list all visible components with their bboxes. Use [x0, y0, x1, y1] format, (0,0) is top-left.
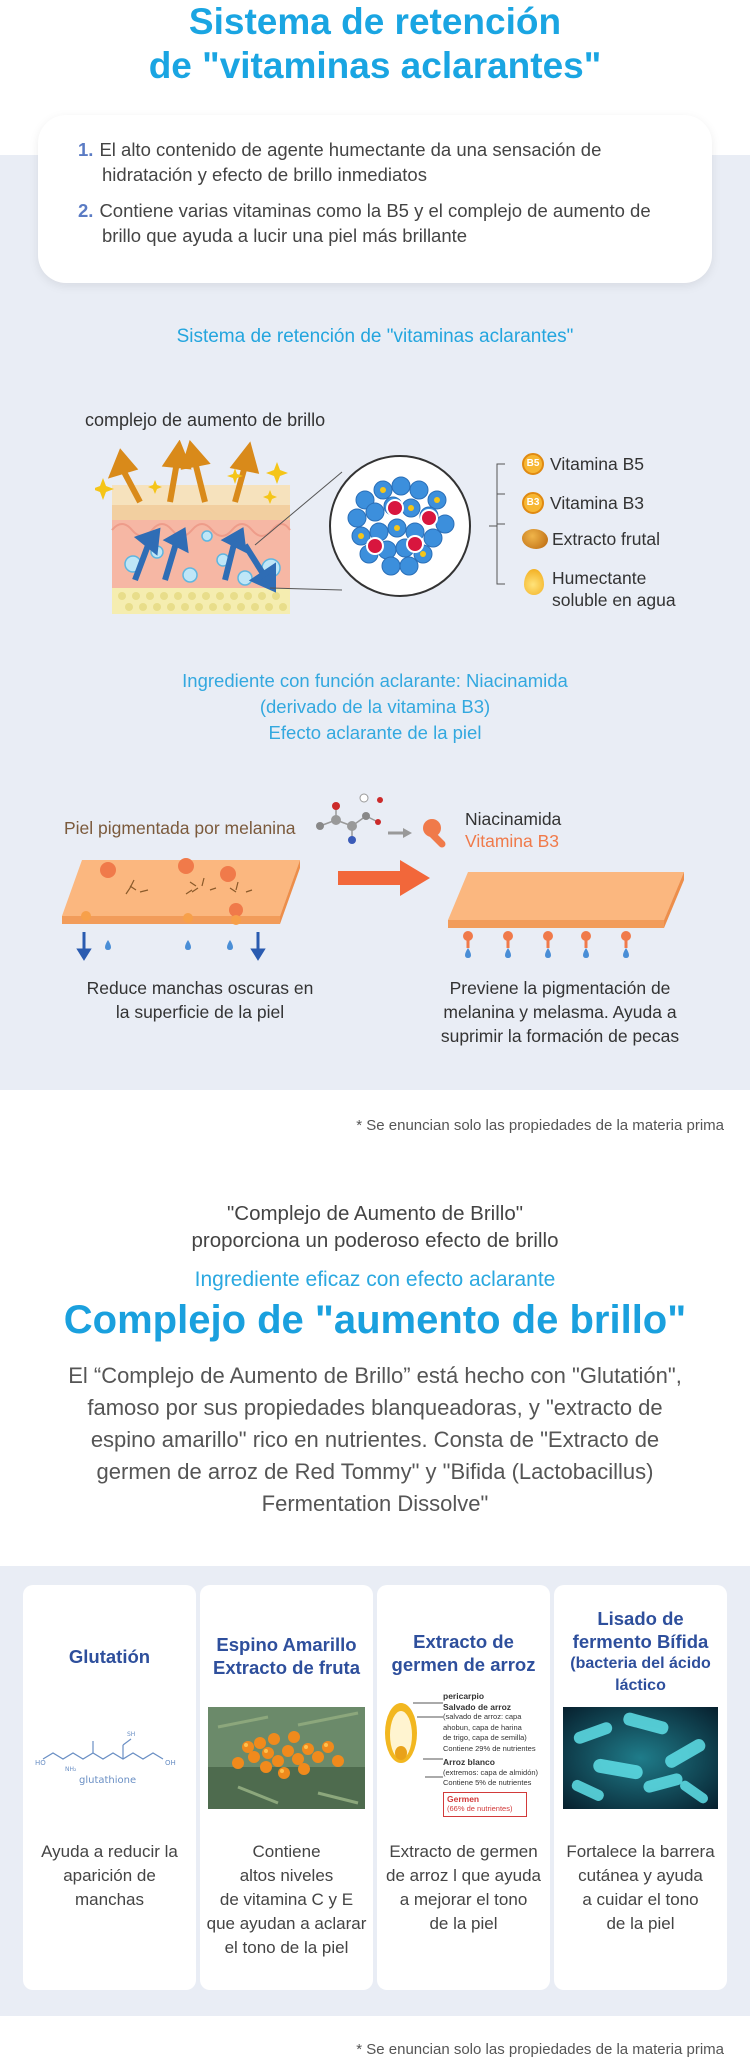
molecule-icon — [308, 790, 458, 850]
system-subtitle: Sistema de retención de "vitaminas aclarantes" — [176, 326, 574, 347]
disclaimer-note-bottom: * Se enuncian solo las propiedades de la materia prima — [356, 2041, 724, 2058]
svg-text:NH₂: NH₂ — [65, 1766, 77, 1773]
ingredient-title: Extracto de germen de arroz — [391, 1631, 536, 1675]
germ-highlight-box: Germen (66% de nutrientes) — [443, 1792, 527, 1817]
glutathione-structure-icon — [35, 1725, 185, 1785]
ingredient-card-sea-buckthorn — [200, 1585, 373, 1990]
complex-label: complejo de aumento de brillo — [85, 410, 326, 430]
benefit-item: 1. El alto contenido de agente humectante da una sensación de hidratación y efecto de brillo inmediatos — [78, 139, 602, 185]
title-line-1: Sistema de retención — [188, 1, 562, 42]
brightening-title: Complejo de "aumento de brillo" — [63, 1298, 687, 1342]
title-line-2: de "vitaminas aclarantes" — [148, 45, 602, 86]
ingredient-desc: Contiene altos niveles de vitamina C y E que ayudan a aclarar el tono de la piel — [206, 1842, 367, 1957]
ingredient-desc: Ayuda a reducir la aparición de manchas — [41, 1842, 178, 1909]
water-drop-icon — [524, 569, 544, 595]
vitamin-b3-icon: B3 — [522, 492, 544, 514]
benefit-item: 2. Contiene varias vitaminas como la B5 y el complejo de aumento de brillo que ayuda a lucir una piel más brillante — [78, 200, 651, 246]
page-title — [0, 0, 750, 88]
brightening-quote: "Complejo de Aumento de Brillo" proporciona un poderoso efecto de brillo — [191, 1202, 559, 1252]
ingredient-title: Glutatión — [68, 1646, 151, 1667]
legend-item: Humectante soluble en agua — [522, 567, 676, 611]
svg-text:HO: HO — [35, 1759, 46, 1767]
svg-text:OH: OH — [165, 1759, 176, 1767]
legend-item: B5 Vitamina B5 — [522, 450, 676, 478]
svg-text:SH: SH — [127, 1731, 136, 1738]
sea-buckthorn-photo — [208, 1707, 365, 1809]
rice-diagram-labels: pericarpio Salvado de arroz (salvado de arroz: capa ahobun, capa de harina de trigo, capa de semilla) Contiene 29% de nutrientes Arroz blanco (extremos: capa de almidón) Contiene 5% de nutrientes Germen (66% de nutrientes) — [443, 1691, 547, 1817]
vitamin-b5-icon: B5 — [522, 453, 544, 475]
caption-left: Reduce manchas oscuras en la superficie de la piel — [86, 978, 314, 1022]
disclaimer-note: * Se enuncian solo las propiedades de la materia prima — [356, 1117, 724, 1134]
melanin-label: Piel pigmentada por melanina — [64, 818, 296, 838]
ingredient-card-bifida — [554, 1585, 727, 1990]
clear-skin-illustration — [446, 870, 690, 960]
ingredient-desc: Fortalece la barrera cutánea y ayuda a cuidar el tono de la piel — [566, 1842, 715, 1933]
ingredient-title: Lisado de fermento Bífida (bacteria del ácido láctico — [570, 1608, 711, 1694]
brightening-body: El “Complejo de Aumento de Brillo” está hecho con "Glutatión", famoso por sus propiedades blanqueadoras, y "extracto de espino amarillo" rico en nutrientes. Consta de "Extracto de germen de arroz de Red Tommy" y "Bifida (Lactobacillus) Fermentation Dissolve" — [68, 1363, 682, 1516]
glutathione-image-label: glutathione — [79, 1775, 137, 1785]
benefits-card — [38, 115, 712, 283]
ingredient-card-glutathione — [23, 1585, 196, 1990]
rice-pointer-lines — [413, 1695, 445, 1795]
ingredient-desc: Extracto de germen de arroz l que ayuda a mejorar el tono de la piel — [386, 1842, 541, 1933]
caption-right: Previene la pigmentación de melanina y melasma. Ayuda a suprimir la formación de pecas — [440, 978, 680, 1046]
bacteria-photo — [563, 1707, 718, 1809]
brightening-eyebrow: Ingrediente eficaz con efecto aclarante — [194, 1268, 556, 1291]
niacinamide-label: Niacinamida Vitamina B3 — [465, 809, 562, 851]
ingredient-card-rice-germ — [377, 1585, 550, 1990]
legend-item: Extracto frutal — [522, 525, 676, 553]
pigmented-skin-illustration — [60, 858, 310, 968]
ingredient-title: Espino Amarillo Extracto de fruta — [212, 1634, 360, 1678]
fruit-extract-icon — [522, 529, 548, 549]
whitening-subtitle: Ingrediente con función aclarante: Niacinamida (derivado de la vitamina B3) Efecto aclarante de la piel — [182, 670, 568, 743]
ingredient-legend — [522, 450, 676, 611]
legend-item: B3 Vitamina B3 — [522, 489, 676, 517]
big-arrow-icon — [338, 860, 430, 896]
